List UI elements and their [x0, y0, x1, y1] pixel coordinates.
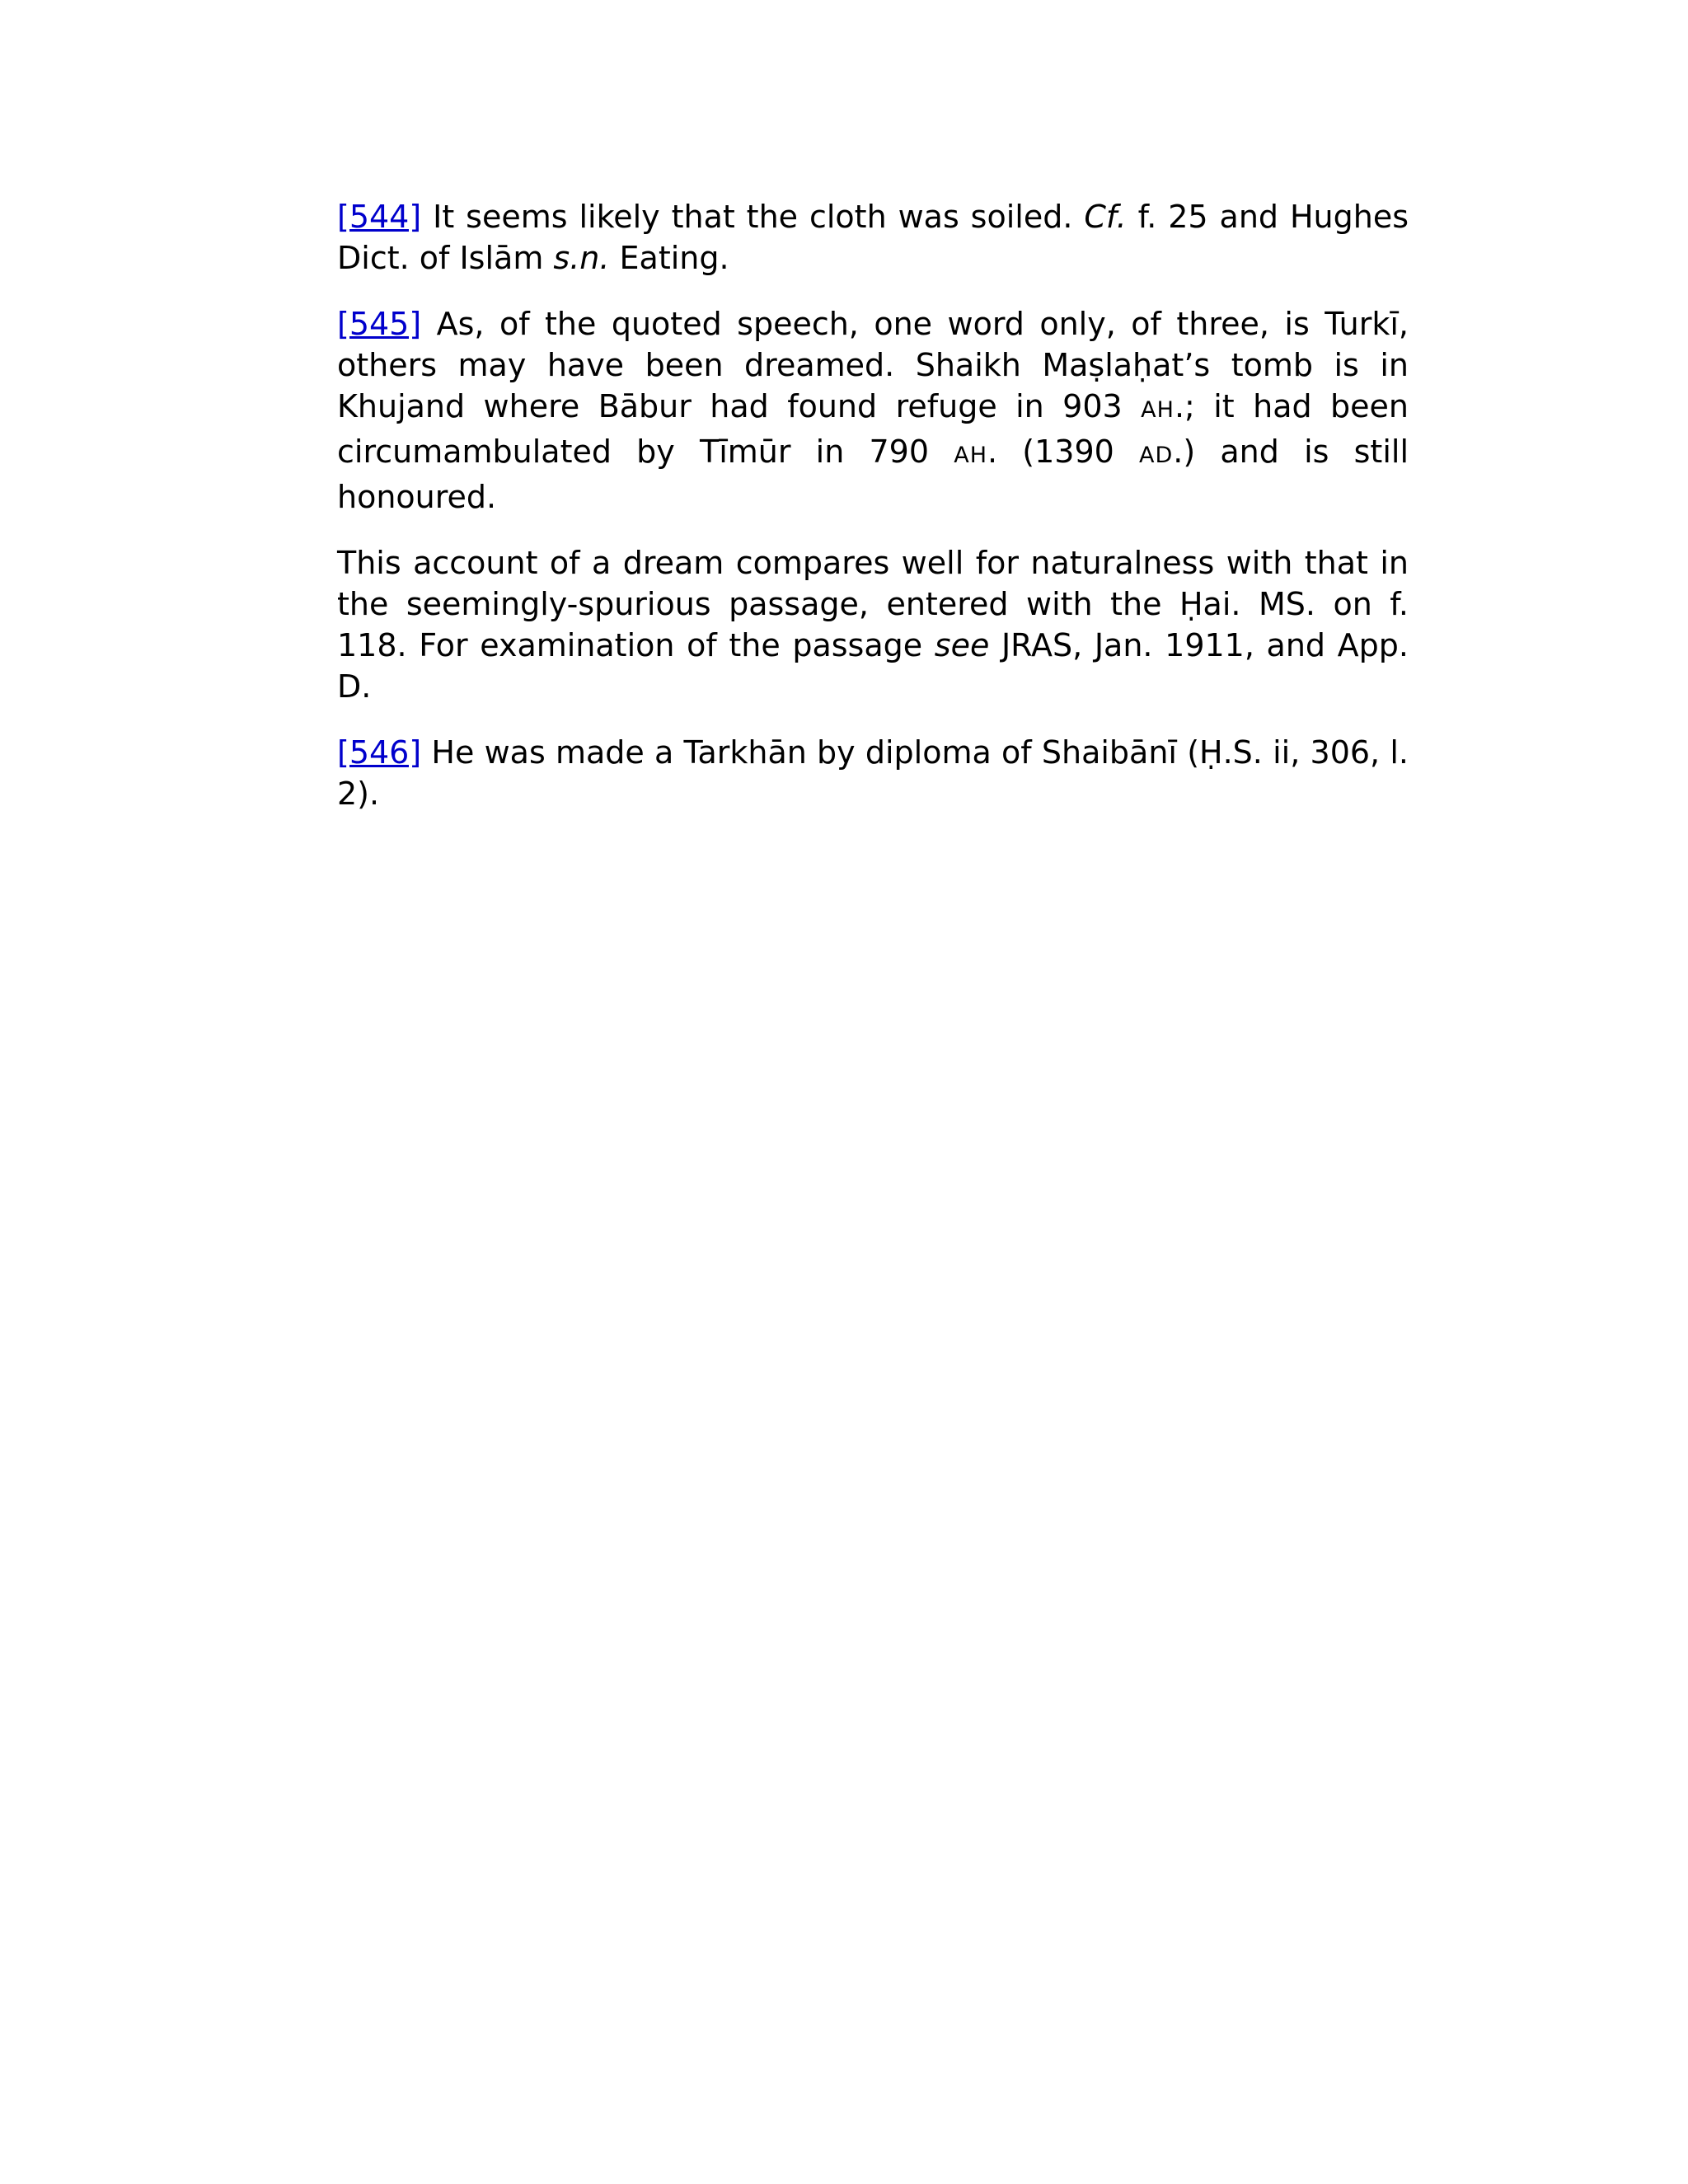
- footnote-text: It seems likely that the cloth was soiled.: [421, 199, 1085, 235]
- footnotes-page: [337, 196, 1409, 839]
- footnote-545-continuation: [337, 542, 1409, 707]
- small-caps-era: AH: [954, 443, 988, 468]
- footnote-545: [337, 303, 1409, 518]
- footnote-text: As, of the quoted speech, one word only, of three, is Turkī, others may have been dreamed. Shaikh Maṣlaḥat’s tomb is in Khujand where Bābur had found refuge in 903: [337, 306, 1409, 424]
- footnote-text: He was made a Tarkhān by diploma of Shaibānī (Ḥ.S. ii, 306, l. 2).: [337, 734, 1409, 812]
- footnote-text: JRAS, Jan. 1911, and App. D.: [337, 627, 1409, 705]
- footnote-text: Eating.: [609, 240, 729, 276]
- footnote-ref-545[interactable]: [545]: [337, 306, 422, 342]
- footnote-ref-544[interactable]: [544]: [337, 199, 422, 235]
- footnote-544: [337, 196, 1409, 279]
- footnote-italic: see: [934, 627, 990, 663]
- footnote-text: This account of a dream compares well for naturalness with that in the seemingly-spurious passage, entered with the Ḥai. MS. on f. 118. For examination of the passage: [337, 545, 1409, 663]
- small-caps-era: AD: [1139, 443, 1174, 468]
- footnote-ref-546[interactable]: [546]: [337, 734, 422, 771]
- footnote-italic: Cf.: [1084, 199, 1127, 235]
- small-caps-era: AH: [1141, 397, 1175, 423]
- footnote-italic: s.n.: [553, 240, 610, 276]
- footnote-text: .; it had been circumambulated by Tīmūr in 790: [337, 388, 1409, 470]
- footnote-text: f. 25 and Hughes Dict. of Islām: [337, 199, 1409, 276]
- footnote-text: .) and is still honoured.: [337, 434, 1409, 515]
- footnote-text: . (1390: [987, 434, 1140, 470]
- footnote-546: [337, 732, 1409, 814]
